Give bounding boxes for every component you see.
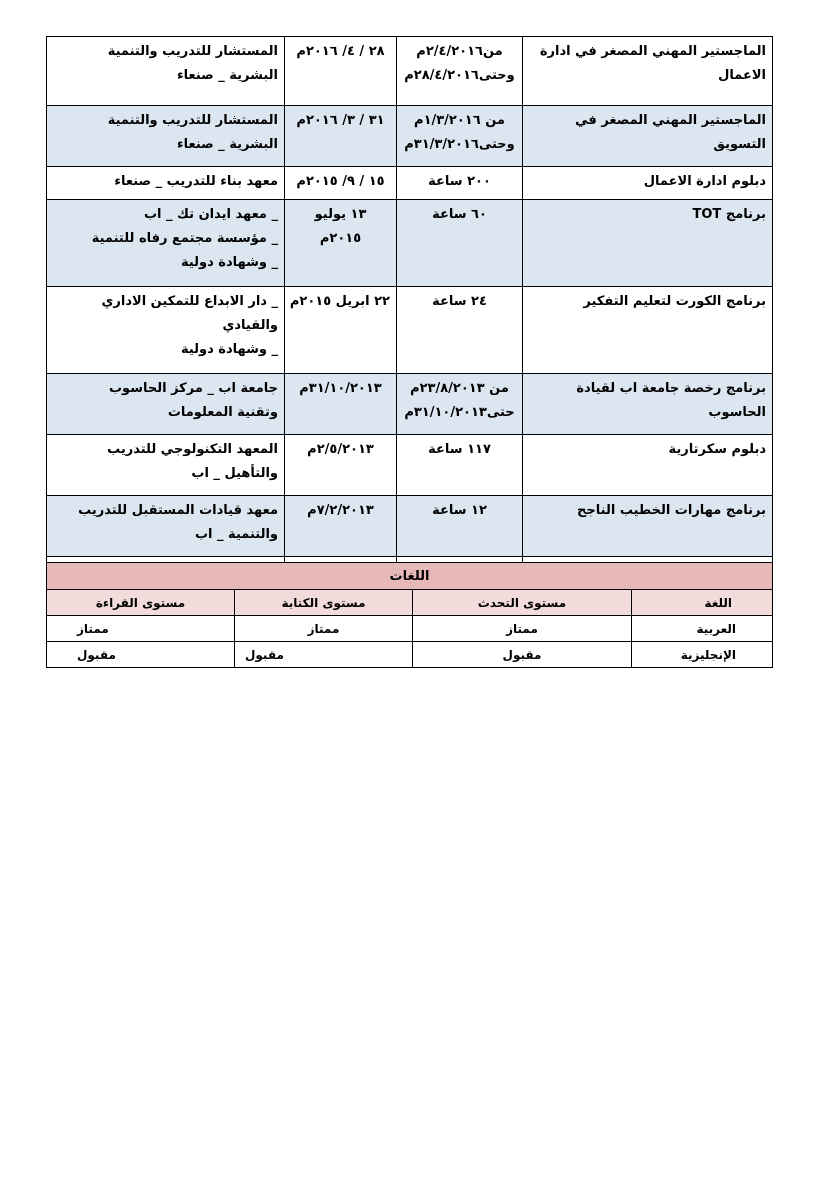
course-duration	[397, 37, 523, 106]
course-name	[523, 200, 773, 287]
header-reading-level: مستوى القراءة	[47, 590, 235, 616]
training-row	[47, 167, 773, 200]
course-name-line: برنامج مهارات الخطيب الناجح	[577, 503, 766, 518]
course-institution-line: المستشار للتدريب والتنمية	[107, 113, 278, 128]
course-date-line: ٢٠١٥م	[319, 231, 362, 246]
course-duration	[397, 287, 523, 374]
course-duration	[397, 435, 523, 496]
course-institution-line: والتنمية _ اب	[194, 527, 278, 542]
course-name	[523, 435, 773, 496]
training-row	[47, 200, 773, 287]
course-date-line: ٧/٢/٢٠١٣م	[307, 503, 374, 518]
training-row	[47, 374, 773, 435]
course-duration-line: من٢/٤/٢٠١٦م	[416, 44, 503, 59]
course-date-line: ٣١ / ٣/ ٢٠١٦م	[296, 113, 385, 128]
language-name: العربية	[632, 616, 773, 642]
header-language: اللغة	[632, 590, 773, 616]
course-institution-line: جامعة اب _ مركز الحاسوب	[108, 381, 278, 396]
course-date	[285, 167, 397, 200]
course-institution-line: _ معهد ايدان تك _ اب	[143, 207, 278, 222]
course-name-line: دبلوم ادارة الاعمال	[643, 174, 766, 189]
training-courses-table	[46, 36, 773, 594]
course-institution	[47, 287, 285, 374]
reading-level: مقبول	[47, 642, 235, 668]
language-name: الإنجليزية	[632, 642, 773, 668]
course-institution	[47, 200, 285, 287]
course-institution-line: _ مؤسسة مجتمع رفاه للتنمية	[91, 231, 278, 246]
languages-title-row	[47, 563, 773, 590]
course-institution	[47, 435, 285, 496]
course-name-line: دبلوم سكرتارية	[668, 442, 766, 457]
speaking-level: مقبول	[413, 642, 632, 668]
course-date-line: ٢/٥/٢٠١٣م	[307, 442, 374, 457]
training-row	[47, 37, 773, 106]
course-name	[523, 287, 773, 374]
course-name-line: التسويق	[713, 137, 766, 152]
training-row	[47, 496, 773, 557]
course-duration-line: من ١/٣/٢٠١٦م	[414, 113, 505, 128]
course-duration-line: ٢٤ ساعة	[432, 294, 487, 309]
course-duration	[397, 496, 523, 557]
training-row	[47, 106, 773, 167]
languages-title: اللغات	[47, 563, 773, 590]
course-institution-line: المستشار للتدريب والتنمية	[107, 44, 278, 59]
training-row	[47, 287, 773, 374]
course-duration-line: ٢٠٠ ساعة	[428, 174, 491, 189]
course-institution-line: وتقنية المعلومات	[167, 405, 278, 420]
header-speaking-level: مستوى التحدث	[413, 590, 632, 616]
header-writing-level: مستوى الكتابة	[235, 590, 413, 616]
course-institution-line: _ دار الابداع للتمكين الاداري	[101, 294, 278, 309]
course-duration-line: من ٢٣/٨/٢٠١٣م	[410, 381, 509, 396]
course-name	[523, 374, 773, 435]
course-date	[285, 435, 397, 496]
course-institution-line: المعهد التكنولوجي للتدريب	[107, 442, 278, 457]
course-institution	[47, 106, 285, 167]
language-row-arabic	[47, 616, 773, 642]
course-institution-line: والقيادي	[222, 318, 278, 333]
course-date	[285, 287, 397, 374]
course-institution	[47, 496, 285, 557]
course-name	[523, 167, 773, 200]
course-institution-line: والتأهيل _ اب	[191, 466, 278, 481]
languages-header-row	[47, 590, 773, 616]
course-institution-line: معهد قيادات المستقبل للتدريب	[78, 503, 278, 518]
course-duration	[397, 374, 523, 435]
course-date-line: ١٥ / ٩/ ٢٠١٥م	[296, 174, 385, 189]
course-date	[285, 496, 397, 557]
course-institution	[47, 37, 285, 106]
course-date	[285, 37, 397, 106]
writing-level: مقبول	[235, 642, 413, 668]
course-institution-line: _ وشهادة دولية	[180, 342, 278, 357]
course-institution-line: معهد بناء للتدريب _ صنعاء	[114, 174, 278, 189]
course-institution-line: البشرية _ صنعاء	[176, 68, 278, 83]
course-institution-line: البشرية _ صنعاء	[176, 137, 278, 152]
course-date	[285, 200, 397, 287]
course-name	[523, 496, 773, 557]
training-table-body	[47, 37, 773, 594]
course-duration-line: ١١٧ ساعة	[428, 442, 491, 457]
course-name-line: برنامج الكورت لتعليم التفكير	[583, 294, 766, 309]
course-name	[523, 37, 773, 106]
course-date-line: ٣١/١٠/٢٠١٣م	[299, 381, 382, 396]
course-date-line: ٢٢ ابريل ٢٠١٥م	[289, 294, 390, 309]
course-name-line: الحاسوب	[708, 405, 766, 420]
course-duration	[397, 200, 523, 287]
course-duration	[397, 106, 523, 167]
course-duration-line: وحتى٣١/٣/٢٠١٦م	[404, 137, 515, 152]
course-name-line: الماجستير المهني المصغر في ادارة	[539, 44, 766, 59]
language-row-english	[47, 642, 773, 668]
course-duration-line: ٦٠ ساعة	[432, 207, 487, 222]
course-duration-line: ١٢ ساعة	[432, 503, 487, 518]
course-name-line: الماجستير المهني المصغر في	[575, 113, 766, 128]
course-duration-line: حتى٣١/١٠/٢٠١٣م	[404, 405, 515, 420]
course-name-line: برنامج رخصة جامعة اب لقيادة	[576, 381, 766, 396]
course-date-line: ١٣ يوليو	[314, 207, 367, 222]
course-date	[285, 374, 397, 435]
languages-table	[46, 562, 773, 668]
course-name	[523, 106, 773, 167]
course-date	[285, 106, 397, 167]
reading-level: ممتاز	[47, 616, 235, 642]
course-institution	[47, 374, 285, 435]
speaking-level: ممتاز	[413, 616, 632, 642]
course-name-line: الاعمال	[718, 68, 766, 83]
course-institution	[47, 167, 285, 200]
training-row	[47, 435, 773, 496]
course-name-line: برنامج TOT	[692, 207, 766, 222]
course-date-line: ٢٨ / ٤/ ٢٠١٦م	[296, 44, 385, 59]
course-institution-line: _ وشهادة دولية	[180, 255, 278, 270]
course-duration-line: وحتى٢٨/٤/٢٠١٦م	[404, 68, 515, 83]
writing-level: ممتاز	[235, 616, 413, 642]
course-duration	[397, 167, 523, 200]
